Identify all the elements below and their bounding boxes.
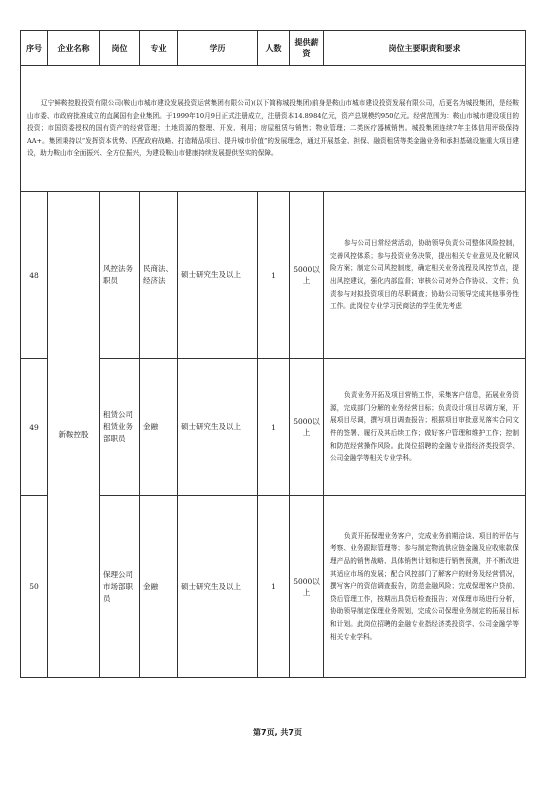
header-company: 企业名称 [48, 31, 100, 66]
page-number: 第7页, 共7页 [253, 728, 302, 737]
row-duties: 负责业务开拓及项目营销工作，采集客户信息，拓展业务资源，完成部门分解的业务经营目标；负责设计项目尽调方案，开展项目尽调，撰写项目调查报告；根据项目审批意见落实合同文件的签署、履行及其后续工作；做好客户管理和维护工作；控制和防范经营操作风险。此岗位招聘的金融专业指经济类投资学、公司金融学等相关专业学科。 [324, 359, 526, 496]
row-salary: 5000以上 [290, 192, 324, 359]
row-seq: 48 [21, 192, 48, 359]
row-position: 保理公司市场部职员 [100, 496, 140, 678]
job-listing-sheet [20, 30, 525, 678]
row-seq: 50 [21, 496, 48, 678]
header-duties: 岗位主要职责和要求 [324, 31, 526, 66]
job-table [20, 30, 526, 678]
row-major: 金融 [140, 359, 178, 496]
header-seq: 序号 [21, 31, 48, 66]
row-seq: 49 [21, 359, 48, 496]
row-position: 租赁公司租赁业务部职员 [100, 359, 140, 496]
row-education: 硕士研究生及以上 [178, 192, 258, 359]
company-name: 新鞍控股 [48, 192, 100, 678]
table-row [21, 192, 526, 359]
header-position: 岗位 [100, 31, 140, 66]
row-education: 硕士研究生及以上 [178, 496, 258, 678]
intro-row [21, 66, 526, 192]
row-count: 1 [258, 359, 290, 496]
row-count: 1 [258, 192, 290, 359]
row-salary: 5000以上 [290, 359, 324, 496]
header-education: 学历 [178, 31, 258, 66]
row-major: 金融 [140, 496, 178, 678]
header-salary: 提供薪资 [290, 31, 324, 66]
row-education: 硕士研究生及以上 [178, 359, 258, 496]
row-duties: 参与公司日常经营活动，协助领导负责公司整体风险控制，完善风控体系；参与投资业务决策，提出相关专业意见及化解风险方案；制定公司风控制度，确定相关业务流程及风控节点，提出风控建议，强化内部监督；审核公司对外合作协议、文件；负责参与对拟投资项目的尽职调查；协助公司领导完成其他事务性工作。此岗位专业学习民商法的学生优先考虑 [324, 192, 526, 359]
company-intro: 辽宁鲜鞍控股投资有限公司(鞍山市城市建设发展投资运营集团有限公司)(以下简称城投集团)前身是鞍山市城市建设投资发展有限公司，后更名为城投集团，是经鞍山市委、市政府批准成立的直属国有企业集团。于1999年10月9日正式注册成立，注册资本14.8984亿元，资产总规模约950亿元。经营范围为：鞍山市城市建设项目的投资；市国资委授权的国有资产的经营管理；土地资源的整理、开发、利用；房屋租赁与销售；物业管理；二类医疗器械销售。城投集团连续7年主体信用评级保持AA+。集团秉持以“发挥资本优势、匹配政府战略、打造精品项目、提升城市价值”的发展理念，通过开展基金、担保、融资租赁等类金融业务和承担基础设施重大项目建设，助力鞍山市全面振兴、全方位振兴，为建设鞍山市健康持续发展提供坚实的保障。 [21, 66, 526, 192]
row-major: 民商法、经济法 [140, 192, 178, 359]
row-count: 1 [258, 496, 290, 678]
header-count: 人数 [258, 31, 290, 66]
header-major: 专业 [140, 31, 178, 66]
row-position: 风控法务职员 [100, 192, 140, 359]
header-row [21, 31, 526, 66]
row-duties: 负责开拓保理业务客户，完成业务前期洽谈、项目的评估与考察、业务跟踪管理等；参与制定物流供应链金融及应收账款保理产品的销售战略、具体销售计划和进行销售预测，并不断改进其适应市场的发展；配合风控部门了解客户的财务及经营情况，撰写客户的资信调查报告，防范金融风险；完成保理客户贷前、贷后管理工作，按期出具贷后检查报告；对保理市场进行分析，协助领导制定保理业务规划，完成公司保理业务制定的拓展目标和计划。此岗位招聘的金融专业指经济类投资学、公司金融学等相关专业学科。 [324, 496, 526, 678]
row-salary: 5000以上 [290, 496, 324, 678]
